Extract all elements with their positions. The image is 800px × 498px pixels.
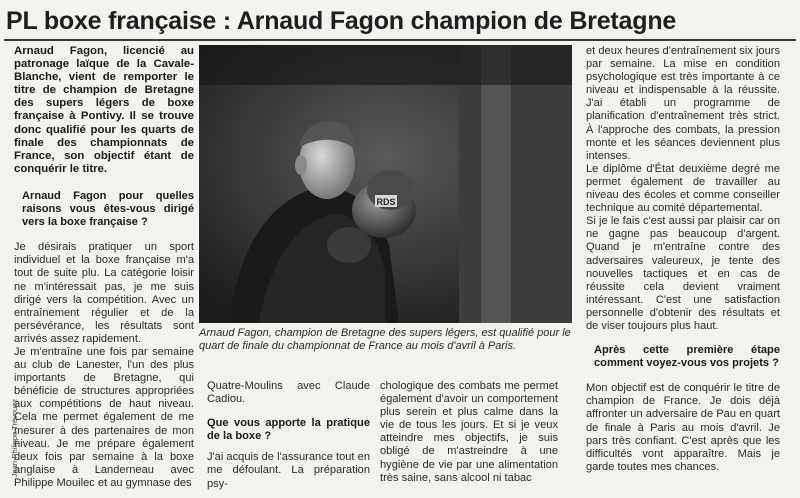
- lead-paragraph: Arnaud Fagon, licencié au patronage laïque de la Cavale-Blanche, vient de remporter le titre de champion de Bretagne des supers légers de boxe française à Pontivy. Il se trouve donc qualifié pour les quarts de finale des championnats de France, son objectif étant de conquérir le titre.: [14, 45, 194, 175]
- column-4-paragraph-1: et deux heures d'entraînement six jours par semaine. La mise en condition psychologique est très importante à ce niveau et indispensable à la réussite. J'ai établi un programme de planification d'entraînement très strict. À l'approche des combats, la pression monte et les séances deviennent plus intenses.: [586, 45, 780, 162]
- column-3: [380, 380, 558, 485]
- column-4: [586, 45, 780, 474]
- headline-rule: [4, 39, 796, 41]
- question-1: Arnaud Fagon pour quelles raisons vous êtes-vous dirigé vers la boxe française ?: [22, 189, 194, 229]
- column-2-continuation: Quatre-Moulins avec Claude Cadiou.: [207, 380, 370, 406]
- headline: PL boxe française : Arnaud Fagon champion de Bretagne: [6, 7, 677, 35]
- photo-credit: Jean-Philippe Trévouez: [10, 398, 19, 478]
- column-1: [14, 45, 194, 490]
- column-4-paragraph-2: Le diplôme d'État deuxième degré me permet également de travailler au niveau des écoles et comme conseiller technique au comité départemental.: [586, 162, 780, 215]
- column-4-paragraph-3: Si je le fais c'est aussi par plaisir car on ne gagne pas beaucoup d'argent. Quand je m'entraîne contre des adversaires valeureux, je tente des nouvelles tactiques et en cas de réussite cela devient vraiment intéressant. C'est une satisfaction personnelle d'obtenir des résultats et de viser toujours plus haut.: [586, 215, 780, 332]
- answer-2-start: J'ai acquis de l'assurance tout en me défoulant. La préparation psy-: [207, 451, 370, 490]
- column-2: [207, 380, 370, 491]
- question-2: Que vous apporte la pratique de la boxe ?: [207, 417, 370, 443]
- answer-1-paragraph-1: Je désirais pratiquer un sport individuel et la boxe française m'a tout de suite plu. La catégorie loisir ne m'intéressait pas, je me suis dirigé vers la compétition. Avec un entraînement régulier et de la persévérance, les résultats sont arrivés assez rapidement.: [14, 241, 194, 345]
- glove-logo: RDS: [376, 197, 396, 207]
- boxer-photo: [199, 45, 572, 323]
- question-3: Après cette première étape comment voyez-vous vos projets ?: [594, 344, 780, 370]
- photo-caption: Arnaud Fagon, champion de Bretagne des supers légers, est qualifié pour le quart de finale du championnat de France au mois d'avril à Paris.: [199, 327, 571, 353]
- answer-1-paragraph-2: Je m'entraîne une fois par semaine au club de Lanester, l'un des plus importants de Bretagne, qui bénéficie de structures appropriées aux compétitions de haut niveau. Cela me permet également de me mesurer à des partenaires de mon niveau. Je me prépare également deux fois par semaine à la boxe anglaise à Landerneau avec Philippe Mouilec et au gymnase des: [14, 345, 194, 489]
- column-3-text: chologique des combats me permet également d'avoir un comportement plus serein et plus calme dans la vie de tous les jours. Et si je veux atteindre mes objectifs, je suis obligé de m'astreindre à une hygiène de vie par une alimentation très saine, sans alcool ni tabac: [380, 380, 558, 484]
- answer-3: Mon objectif est de conquérir le titre de champion de France. Je dois déjà affronter un adversaire de Pau en quart de finale à Paris au mois d'avril. Je pars très confiant. C'est après que les difficultés vont apparaître. Mais je garde toutes mes chances.: [586, 382, 780, 473]
